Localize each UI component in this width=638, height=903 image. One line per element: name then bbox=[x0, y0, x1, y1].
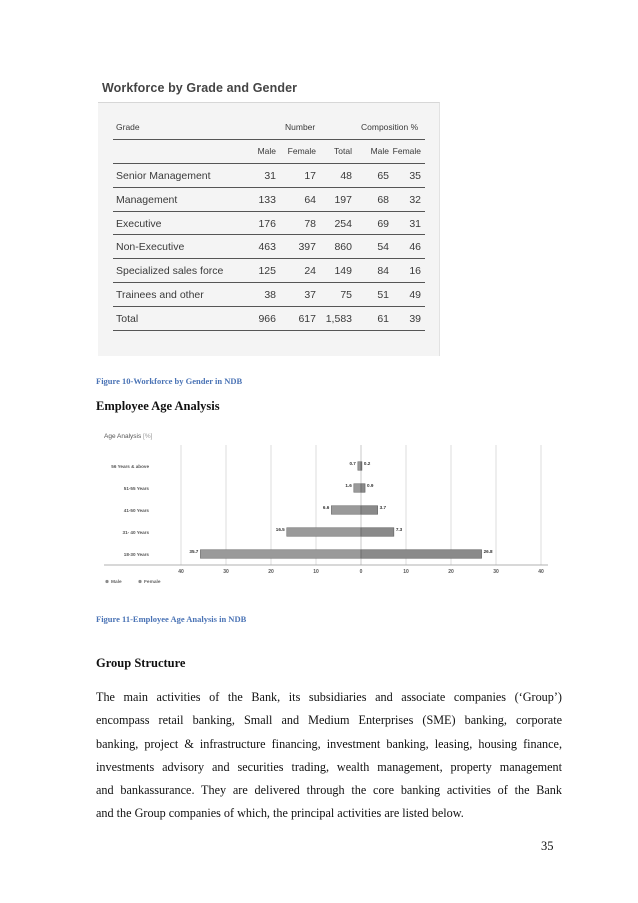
row-male: 176 bbox=[258, 217, 276, 230]
legend-male-marker bbox=[105, 580, 108, 583]
paragraph-line: banking, project & infrastructure financing, investment banking, leasing, housing finance, bbox=[96, 736, 562, 751]
chart-title: Age Analysis [%] bbox=[104, 433, 153, 440]
row-grade: Trainees and other bbox=[116, 288, 204, 301]
row-grade: Management bbox=[116, 193, 178, 206]
row-female: 17 bbox=[304, 170, 316, 182]
row-comp-female: 16 bbox=[409, 265, 421, 278]
table-row bbox=[113, 283, 425, 307]
male-bar bbox=[287, 528, 361, 537]
row-comp-female: 49 bbox=[409, 288, 421, 301]
row-male: 463 bbox=[258, 241, 276, 254]
female-bar bbox=[361, 462, 362, 471]
female-data-label: 0.2 bbox=[363, 461, 371, 466]
male-data-label: 16.5 bbox=[275, 527, 285, 532]
row-total: 197 bbox=[334, 193, 352, 206]
row-male: 966 bbox=[258, 312, 276, 325]
table-row bbox=[113, 164, 425, 188]
row-male: 38 bbox=[264, 288, 276, 301]
row-comp-female: 32 bbox=[409, 193, 421, 206]
age-analysis-chart bbox=[96, 427, 550, 597]
row-female: 24 bbox=[304, 265, 316, 278]
row-total: 860 bbox=[334, 241, 352, 254]
x-tick-label: 10 bbox=[313, 569, 319, 575]
x-tick-label: 20 bbox=[268, 569, 274, 575]
row-comp-male: 84 bbox=[377, 265, 389, 278]
table-header-row-1 bbox=[113, 116, 425, 140]
figure-10-caption: Figure 10-Workforce by Gender in NDB bbox=[96, 376, 243, 386]
row-female: 64 bbox=[304, 193, 316, 206]
row-female: 397 bbox=[298, 241, 316, 254]
female-data-label: 3.7 bbox=[379, 505, 387, 510]
row-comp-female: 35 bbox=[409, 170, 421, 182]
row-male: 125 bbox=[258, 265, 276, 278]
male-bar bbox=[331, 506, 361, 515]
row-grade: Senior Management bbox=[116, 170, 211, 182]
header-male: Male bbox=[257, 146, 276, 156]
paragraph-line: and the Group companies of which, the principal activities are listed below. bbox=[96, 806, 464, 821]
male-data-label: 1.6 bbox=[345, 483, 352, 488]
row-female: 37 bbox=[304, 288, 316, 301]
female-data-label: 7.3 bbox=[395, 527, 403, 532]
category-label: 51-55 Years bbox=[123, 486, 149, 491]
category-label: 31- 40 Years bbox=[122, 530, 149, 535]
row-comp-male: 69 bbox=[377, 217, 389, 230]
female-bar bbox=[361, 506, 378, 515]
x-tick-label: 0 bbox=[359, 569, 363, 575]
row-comp-female: 31 bbox=[409, 217, 421, 230]
row-comp-female: 46 bbox=[409, 241, 421, 254]
female-bar bbox=[361, 484, 365, 493]
female-bar bbox=[361, 528, 394, 537]
workforce-table bbox=[113, 116, 425, 331]
row-male: 31 bbox=[264, 170, 276, 182]
row-total: 1,583 bbox=[325, 312, 352, 325]
row-grade: Specialized sales force bbox=[116, 265, 224, 278]
row-grade: Total bbox=[116, 312, 139, 325]
row-comp-male: 61 bbox=[377, 312, 389, 325]
paragraph-line: The main activities of the Bank, its subsidiaries and associate companies (‘Group’) bbox=[96, 690, 562, 704]
x-tick-label: 20 bbox=[448, 569, 454, 575]
header-composition: Composition % bbox=[361, 122, 419, 132]
male-data-label: 35.7 bbox=[189, 549, 199, 554]
header-grade: Grade bbox=[116, 122, 140, 132]
group-structure-heading: Group Structure bbox=[96, 656, 186, 670]
row-comp-male: 68 bbox=[377, 193, 389, 206]
row-total: 48 bbox=[340, 170, 352, 182]
male-data-label: 6.6 bbox=[322, 505, 330, 510]
male-data-label: 0.7 bbox=[349, 461, 356, 466]
table-row bbox=[113, 235, 425, 259]
header-comp-male: Male bbox=[370, 146, 389, 156]
header-number: Number bbox=[285, 122, 316, 132]
row-total: 254 bbox=[334, 217, 352, 230]
age-analysis-svg bbox=[96, 427, 550, 597]
table-row bbox=[113, 259, 425, 283]
x-tick-label: 30 bbox=[493, 569, 499, 575]
paragraph-line: and bankassurance. They are delivered through the core banking activities of the Bank bbox=[96, 783, 562, 798]
table-row bbox=[113, 188, 425, 212]
row-comp-male: 51 bbox=[377, 288, 389, 301]
group-structure-paragraph bbox=[96, 686, 562, 826]
male-bar bbox=[358, 462, 361, 471]
paragraph-line: encompass retail banking, Small and Medium Enterprises (SME) banking, corporate bbox=[96, 713, 562, 728]
category-label: 56 Years & above bbox=[111, 464, 149, 469]
row-comp-male: 65 bbox=[377, 170, 389, 182]
row-comp-female: 39 bbox=[409, 312, 421, 325]
legend-female-label: Female bbox=[144, 580, 161, 585]
x-tick-label: 40 bbox=[178, 569, 184, 575]
header-total: Total bbox=[334, 146, 352, 156]
header-female: Female bbox=[287, 146, 316, 156]
category-label: 18-30 Years bbox=[123, 552, 149, 557]
table-header-row-2 bbox=[113, 140, 425, 164]
row-grade: Executive bbox=[116, 217, 162, 230]
legend-male-label: Male bbox=[111, 580, 122, 585]
row-female: 78 bbox=[304, 217, 316, 230]
x-tick-label: 30 bbox=[223, 569, 229, 575]
female-data-label: 26.8 bbox=[483, 549, 493, 554]
table-title: Workforce by Grade and Gender bbox=[102, 81, 298, 95]
row-grade: Non-Executive bbox=[116, 241, 185, 254]
row-total: 149 bbox=[334, 265, 352, 278]
female-bar bbox=[361, 550, 482, 559]
age-analysis-heading: Employee Age Analysis bbox=[96, 399, 220, 413]
row-male: 133 bbox=[258, 193, 276, 206]
header-comp-female: Female bbox=[392, 146, 421, 156]
page-number: 35 bbox=[541, 839, 554, 853]
table-row bbox=[113, 212, 425, 236]
row-female: 617 bbox=[298, 312, 316, 325]
paragraph-line: investments advisory and securities trading, wealth management, property management bbox=[96, 759, 562, 774]
table-row bbox=[113, 307, 425, 331]
row-total: 75 bbox=[340, 288, 352, 301]
x-tick-label: 10 bbox=[403, 569, 409, 575]
male-bar bbox=[354, 484, 361, 493]
category-label: 41-50 Years bbox=[123, 508, 149, 513]
male-bar bbox=[200, 550, 361, 559]
female-data-label: 0.9 bbox=[367, 483, 374, 488]
chart-title-unit: [%] bbox=[143, 433, 153, 440]
figure-11-caption: Figure 11-Employee Age Analysis in NDB bbox=[96, 614, 247, 624]
legend-female-marker bbox=[138, 580, 141, 583]
row-comp-male: 54 bbox=[377, 241, 389, 254]
x-tick-label: 40 bbox=[538, 569, 544, 575]
